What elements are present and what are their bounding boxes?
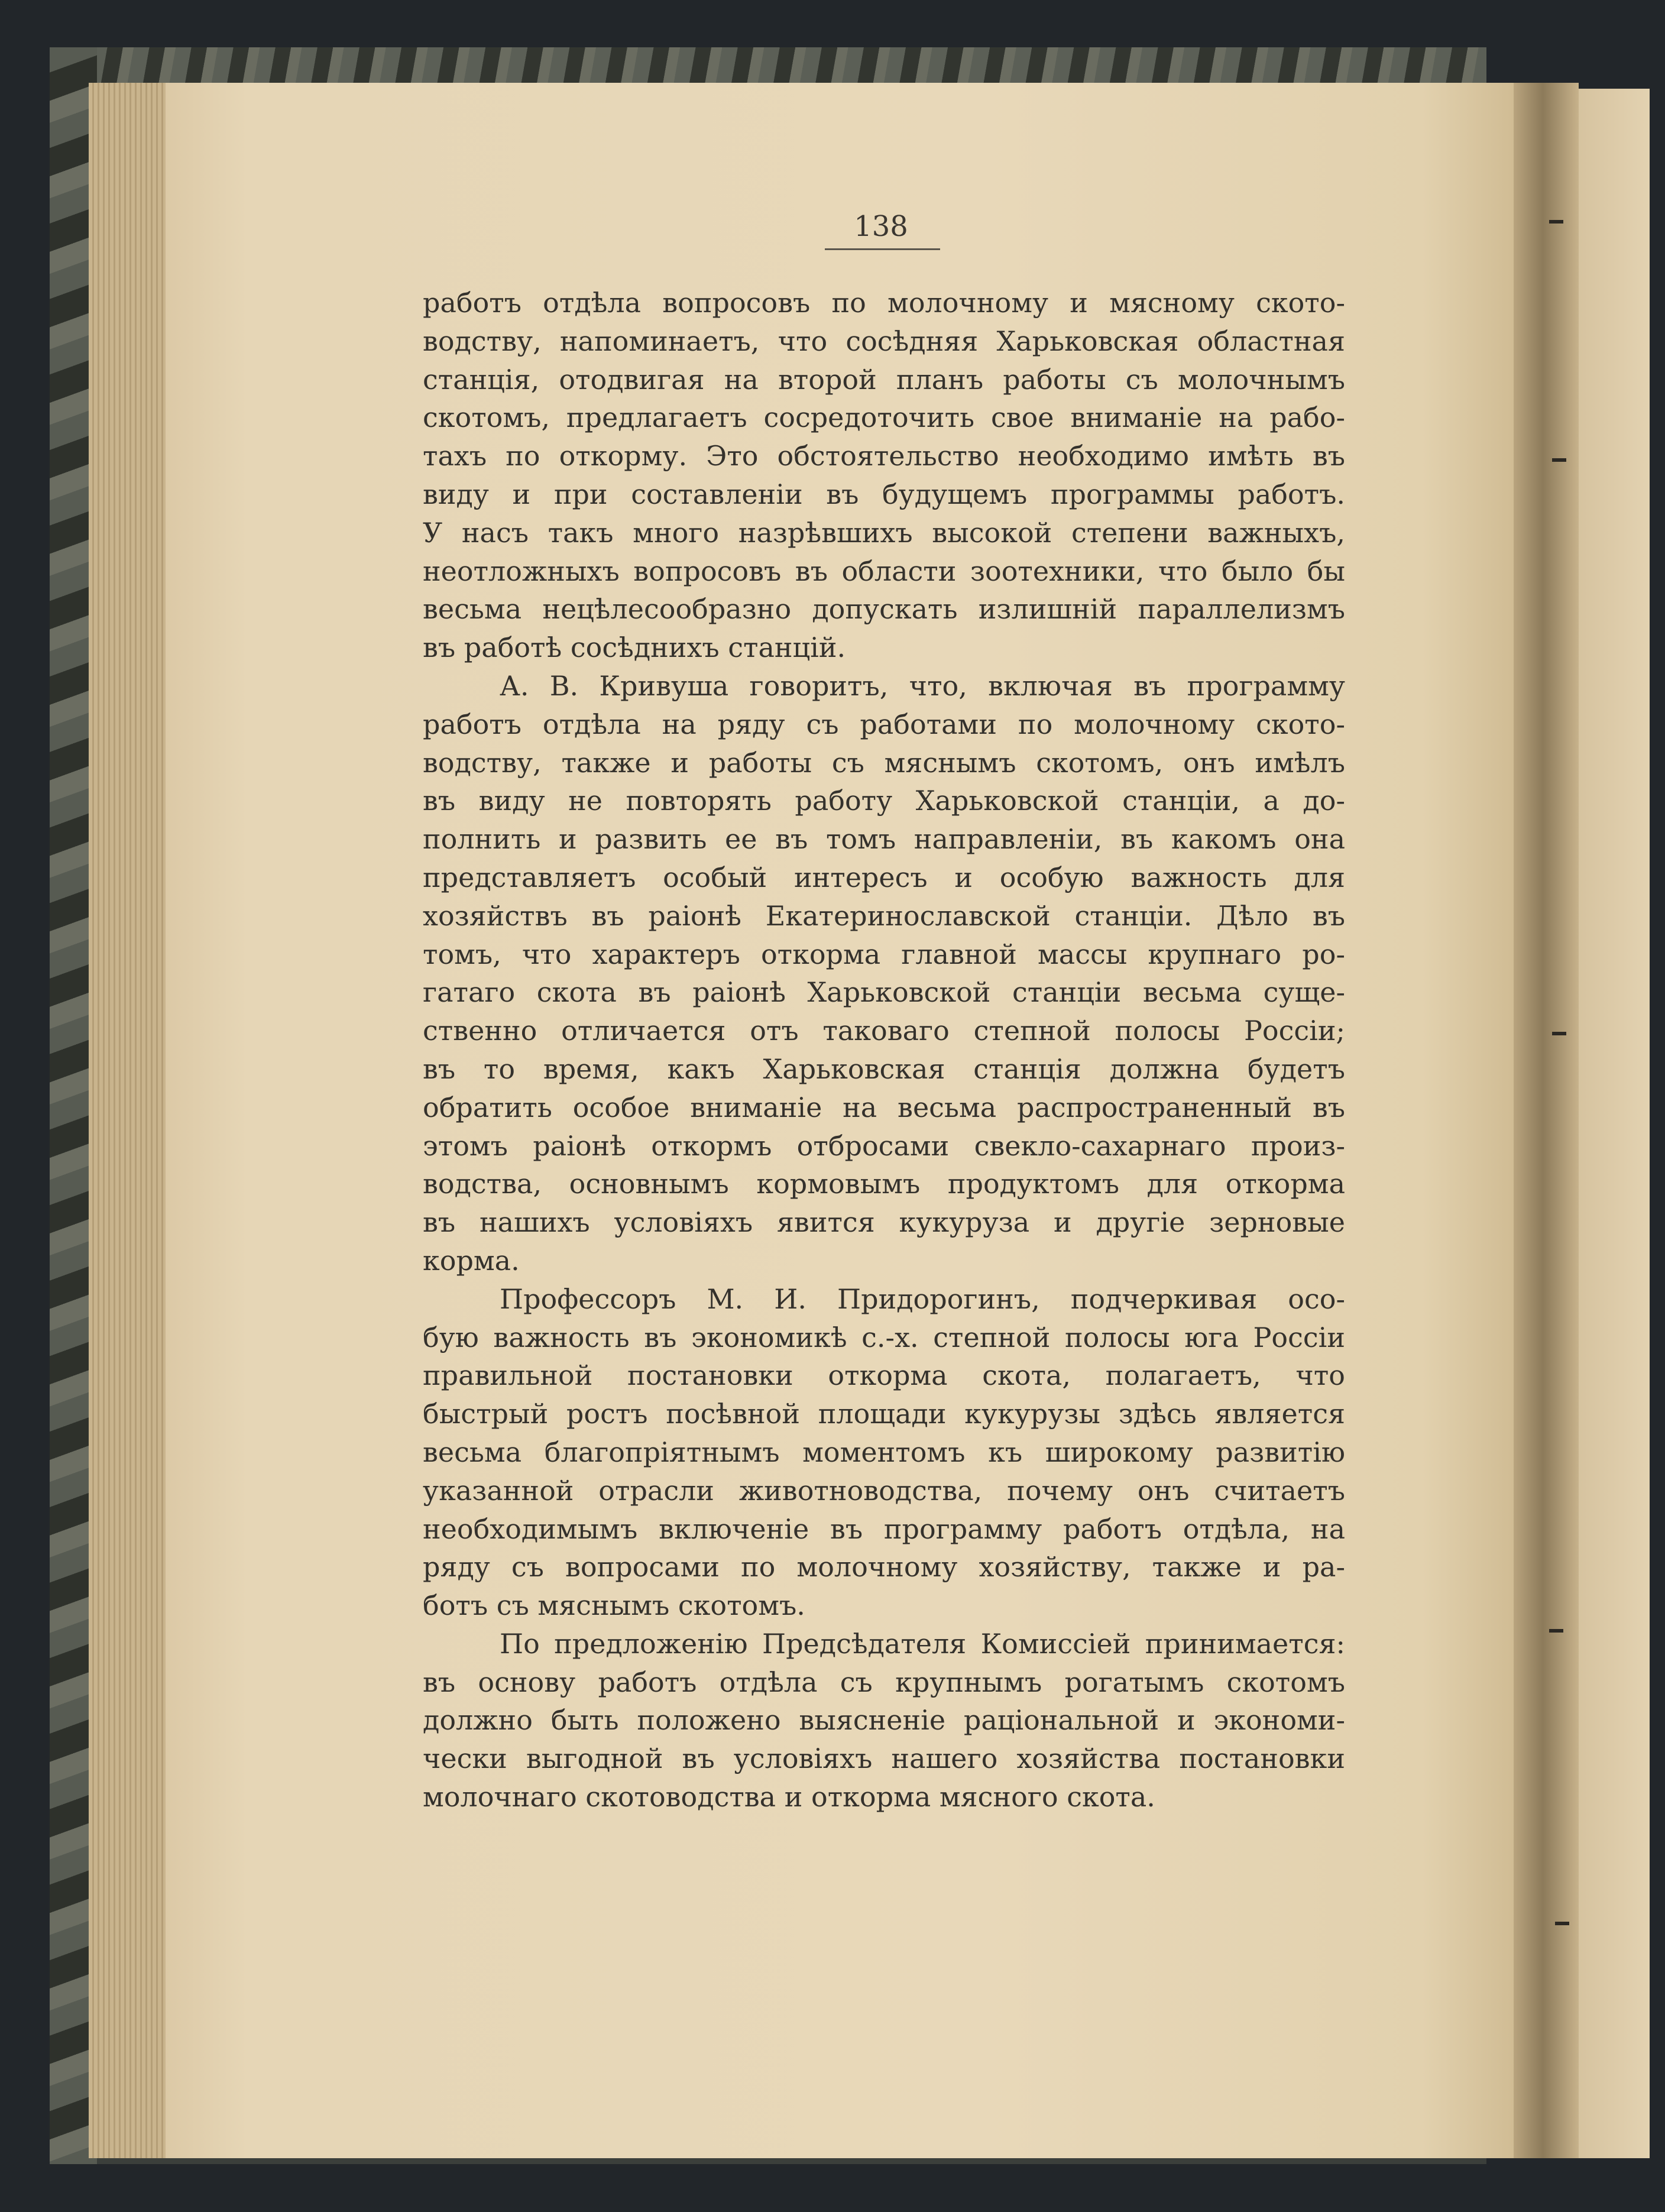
text-line: работъ отдѣла на ряду съ работами по молочному ското- [423, 708, 1345, 740]
text-line: водства, основнымъ кормовымъ продуктомъ для откорма [423, 1168, 1345, 1200]
margin-mark [1552, 1032, 1566, 1035]
text-line: ственно отличается отъ таковаго степной полосы Россіи; [423, 1015, 1345, 1047]
text-line: А. В. Кривуша говоритъ, что, включая въ программу [500, 669, 1345, 702]
margin-mark [1552, 458, 1566, 462]
page-edges [89, 83, 171, 2158]
margin-mark [1555, 1922, 1569, 1925]
text-line: водству, также и работы съ мяснымъ скотомъ, онъ имѣлъ [423, 746, 1345, 779]
text-line: весьма благопріятнымъ моментомъ къ широкому развитію [423, 1436, 1345, 1468]
text-line: ботъ съ мяснымъ скотомъ. [423, 1589, 805, 1622]
text-line: полнить и развить ее въ томъ направленіи, въ какомъ она [423, 823, 1345, 856]
text-line: весьма нецѣлесообразно допускать излишній параллелизмъ [423, 593, 1345, 626]
text-line: корма. [423, 1244, 520, 1277]
text-line: гатаго скота въ раіонѣ Харьковской станціи весьма суще- [423, 976, 1345, 1009]
text-line: въ виду не повторять работу Харьковской станціи, а до- [423, 785, 1345, 817]
text-line: въ нашихъ условіяхъ явится кукуруза и другіе зерновые [423, 1206, 1345, 1239]
text-line: молочнаго скотоводства и откорма мясного скота. [423, 1781, 1155, 1813]
page-number: 138 [854, 210, 908, 243]
text-line: Профессоръ М. И. Придорогинъ, подчеркивая осо- [500, 1282, 1345, 1315]
text-line: въ то время, какъ Харьковская станція должна будетъ [423, 1052, 1345, 1085]
text-line: необходимымъ включеніе въ программу работъ отдѣла, на [423, 1513, 1345, 1545]
text-line: въ основу работъ отдѣла съ крупнымъ рогатымъ скотомъ [423, 1666, 1345, 1698]
text-line: томъ, что характеръ откорма главной массы крупнаго ро- [423, 938, 1345, 970]
text-line: должно быть положено выясненіе раціональной и экономи- [423, 1704, 1345, 1737]
text-line: чески выгодной въ условіяхъ нашего хозяйства постановки [423, 1743, 1345, 1775]
text-line: указанной отрасли животноводства, почему онъ считаетъ [423, 1474, 1345, 1507]
facing-page [1573, 89, 1650, 2158]
page-body [423, 284, 1345, 1816]
margin-mark [1549, 1629, 1563, 1633]
text-line: ряду съ вопросами по молочному хозяйству, также и ра- [423, 1551, 1345, 1583]
text-line: водству, напоминаетъ, что сосѣдняя Харьковская областная [423, 325, 1345, 357]
page-number-rule [825, 248, 940, 250]
text-line: По предложенію Предсѣдателя Комиссіей принимается: [500, 1627, 1345, 1660]
book-gutter [1514, 83, 1579, 2158]
text-line: неотложныхъ вопросовъ въ области зоотехники, что было бы [423, 555, 1345, 587]
text-line: этомъ раіонѣ откормъ отбросами свекло-сахарнаго произ- [423, 1129, 1345, 1162]
text-line: виду и при составленіи въ будущемъ программы работъ. [423, 478, 1345, 510]
text-line: обратить особое вниманіе на весьма распространенный въ [423, 1091, 1345, 1123]
text-line: бую важность въ экономикѣ с.-х. степной полосы юга Россіи [423, 1321, 1345, 1353]
margin-mark [1549, 220, 1563, 224]
text-line: работъ отдѣла вопросовъ по молочному и мясному ското- [423, 287, 1345, 319]
text-line: правильной постановки откорма скота, полагаетъ, что [423, 1359, 1345, 1392]
text-line: въ работѣ сосѣднихъ станцій. [423, 631, 846, 664]
text-line: представляетъ особый интересъ и особую важность для [423, 861, 1345, 893]
text-line: скотомъ, предлагаетъ сосредоточить свое вниманіе на рабо- [423, 401, 1345, 434]
text-line: быстрый ростъ посѣвной площади кукурузы здѣсь является [423, 1398, 1345, 1430]
text-line: У насъ такъ много назрѣвшихъ высокой степени важныхъ, [423, 516, 1345, 549]
text-line: тахъ по откорму. Это обстоятельство необходимо имѣть въ [423, 440, 1345, 472]
text-line: хозяйствъ въ раіонѣ Екатеринославской станціи. Дѣло въ [423, 899, 1345, 932]
text-line: станція, отодвигая на второй планъ работы съ молочнымъ [423, 363, 1345, 396]
